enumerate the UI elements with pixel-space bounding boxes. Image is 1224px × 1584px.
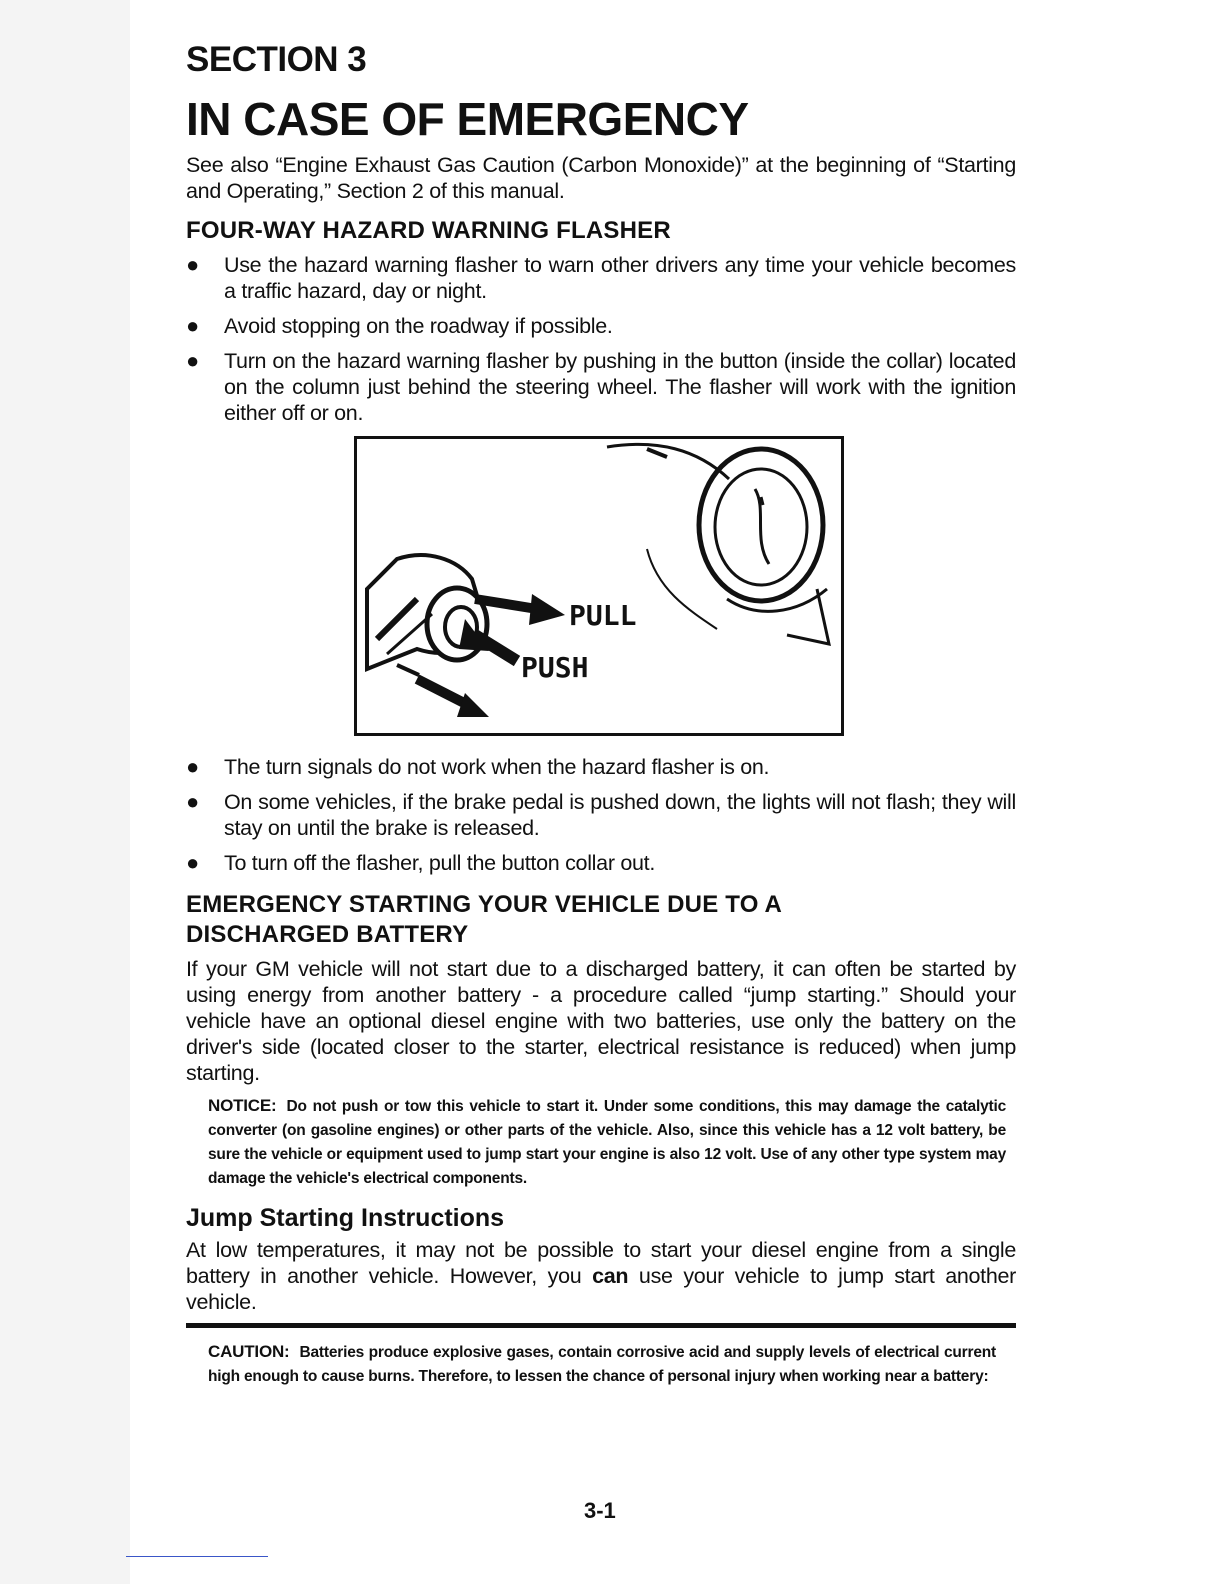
list-item: ● The turn signals do not work when the hazard flasher is on. xyxy=(186,754,770,779)
hazard-bullets-after xyxy=(186,754,1016,876)
caution-block xyxy=(208,1340,996,1389)
caution-text: Batteries produce explosive gases, contain corrosive acid and supply levels of electrical current high enough to cause burns. Therefore, to lessen the chance of personal injury when working near a battery: xyxy=(208,1344,996,1385)
bullet-icon: ● xyxy=(186,789,199,814)
page-number: 3-1 xyxy=(584,1498,616,1523)
notice-block xyxy=(208,1094,1006,1191)
bullet-icon: ● xyxy=(186,252,199,277)
hazard-bullets-before xyxy=(186,252,1016,426)
illustration-drawing xyxy=(357,439,841,733)
battery-heading-line1: EMERGENCY STARTING YOUR VEHICLE DUE TO A xyxy=(186,891,783,918)
manual-page xyxy=(186,38,1016,1389)
notice-text: Do not push or tow this vehicle to start it. Under some conditions, this may damage the catalytic converter (on gasoline engines) or other parts of the vehicle. Also, since this vehicle has a 12 volt battery, be sure the vehicle or equipment used to jump start your engine is also 12 volt. Use of any other type system may damage the vehicle's electrical components. xyxy=(208,1098,1006,1187)
jump-text-emphasis: can xyxy=(592,1264,629,1288)
battery-heading-line2: DISCHARGED BATTERY xyxy=(186,921,469,948)
bullet-icon: ● xyxy=(186,313,199,338)
footer-line xyxy=(126,1556,268,1557)
list-item: ● Avoid stopping on the roadway if possible. xyxy=(186,313,613,338)
page-shadow-edge xyxy=(0,0,130,1584)
intro-paragraph: See also “Engine Exhaust Gas Caution (Carbon Monoxide)” at the beginning of “Starting and Operating,” Section 2 of this manual. xyxy=(186,153,1016,203)
push-label: PUSH xyxy=(521,651,589,684)
list-item: ● On some vehicles, if the brake pedal is pushed down, the lights will not flash; they will stay on until the brake is released. xyxy=(186,789,1016,840)
bullet-icon: ● xyxy=(186,348,199,373)
list-item: ● Turn on the hazard warning flasher by pushing in the button (inside the collar) located on the column just behind the steering wheel. The flasher will work with the ignition either off or on. xyxy=(186,348,1016,425)
jump-heading: Jump Starting Instructions xyxy=(186,1204,505,1232)
hazard-flasher-illustration xyxy=(354,436,844,736)
page-title: IN CASE OF EMERGENCY xyxy=(186,93,749,145)
hazard-heading: FOUR-WAY HAZARD WARNING FLASHER xyxy=(186,217,671,244)
list-item: ● Use the hazard warning flasher to warn other drivers any time your vehicle becomes a traffic hazard, day or night. xyxy=(186,252,1016,303)
bullet-icon: ● xyxy=(186,754,199,779)
battery-paragraph: If your GM vehicle will not start due to a discharged battery, it can often be started by using energy from another battery - a procedure called “jump starting.” Should your vehicle have an optional diesel engine with two batteries, use only the battery on the driver's side (located closer to the starter, electrical resistance is reduced) when jump starting. xyxy=(186,957,1016,1085)
jump-text-part1: At low temperatures, it may not be possible to start your diesel engine from a single battery in another vehicle. However, you xyxy=(186,1238,1016,1288)
bullet-icon: ● xyxy=(186,850,199,875)
jump-text-part2: use your vehicle to jump start another vehicle. xyxy=(186,1264,1017,1314)
caution-divider xyxy=(186,1323,1016,1328)
notice-label: NOTICE: xyxy=(208,1096,277,1115)
battery-heading xyxy=(186,890,1016,950)
section-label: SECTION 3 xyxy=(186,40,367,79)
list-item: ● To turn off the flasher, pull the button collar out. xyxy=(186,850,656,875)
caution-label: CAUTION: xyxy=(208,1342,290,1361)
pull-label: PULL xyxy=(569,599,637,632)
jump-paragraph xyxy=(186,1237,1016,1315)
